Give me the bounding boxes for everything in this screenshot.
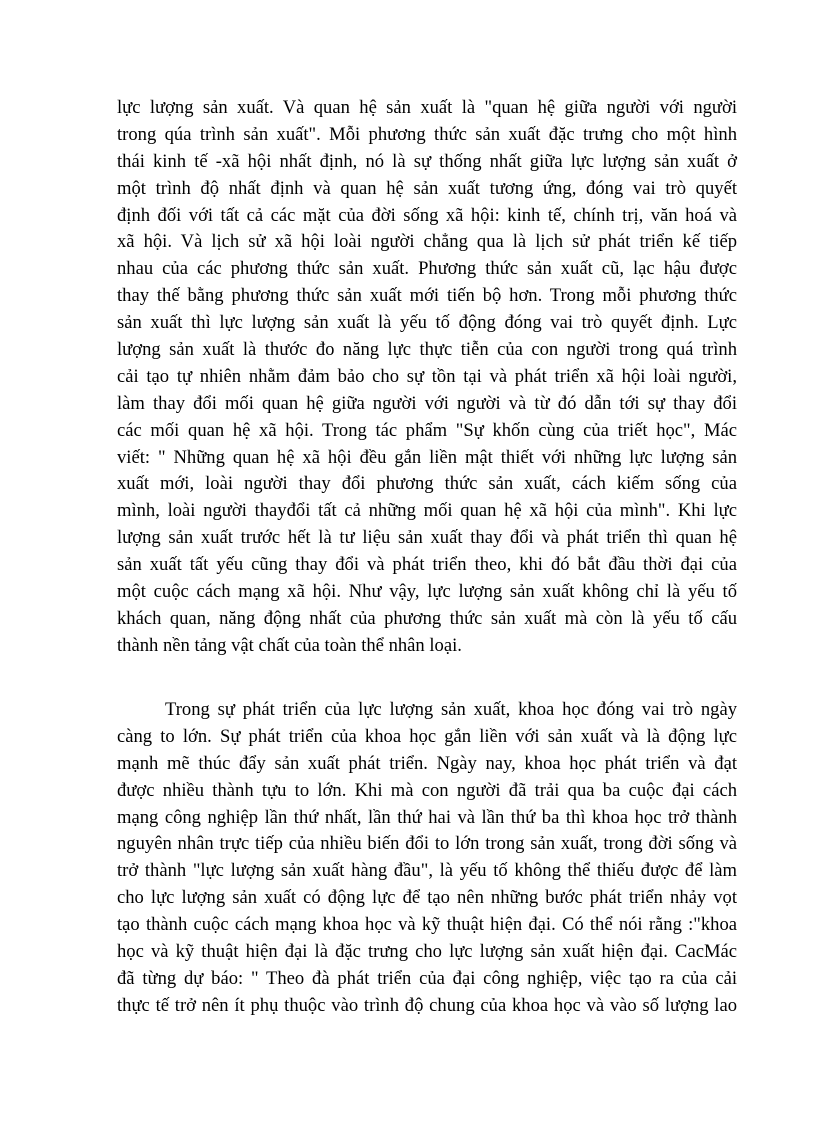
text-line: thái kinh tế -xã hội nhất định, nó là sự thống nhất giữa lực lượng sản xuất ở [117, 150, 737, 172]
text-line: lượng sản xuất trước hết là tư liệu sản xuất thay đổi và phát triển thì quan hệ [117, 527, 737, 549]
text-line: nguyên nhân trực tiếp của nhiều biến đổi to lớn trong sản xuất, trong đời sống và [117, 833, 737, 855]
text-line: trở thành "lực lượng sản xuất hàng đầu", là yếu tố không thể thiếu được để làm [117, 860, 737, 882]
text-line: sản xuất tất yếu cũng thay đổi và phát triển theo, khi đó bắt đầu thời đại của [117, 554, 737, 576]
text-line: trong qúa trình sản xuất". Mỗi phương thức sản xuất đặc trưng cho một hình [117, 123, 737, 145]
paragraph-1 [117, 95, 737, 660]
text-line: tạo thành cuộc cách mạng khoa học và kỹ thuật hiện đại. Có thể nói rằng :"khoa [117, 914, 737, 936]
text-line: xuất mới, loài người thay đổi phương thức sản xuất, cách kiếm sống của [117, 473, 737, 495]
text-line: càng to lớn. Sự phát triển của khoa học gắn liền với sản xuất và là động lực [117, 725, 737, 747]
text-line: cho lực lượng sản xuất có động lực để tạo nên những bước phát triển nhảy vọt [117, 887, 737, 909]
text-line: Trong sự phát triển của lực lượng sản xuất, khoa học đóng vai trò ngày [165, 699, 737, 720]
text-line: khách quan, năng động nhất của phương thức sản xuất mà còn là yếu tố cấu [117, 607, 737, 629]
text-line: lượng sản xuất là thước đo năng lực thực tiễn của con người trong quá trình [117, 339, 737, 361]
paragraph-2 [117, 697, 737, 1020]
text-line: mình, loài người thayđổi tất cả những mối quan hệ xã hội của mình". Khi lực [117, 500, 737, 522]
text-line: định đối với tất cả các mặt của đời sống xã hội: kinh tế, chính trị, văn hoá và [117, 204, 737, 226]
text-line: thành nền tảng vật chất của toàn thể nhân loại. [117, 634, 462, 656]
text-line: các mối quan hệ xã hội. Trong tác phẩm "Sự khốn cùng của triết học", Mác [117, 419, 737, 441]
text-line: mạnh mẽ thúc đẩy sản xuất phát triển. Ngày nay, khoa học phát triển và đạt [117, 752, 737, 774]
text-line: làm thay đổi mối quan hệ giữa người với người và từ đó dẫn tới sự thay đổi [117, 392, 737, 414]
text-line: lực lượng sản xuất. Và quan hệ sản xuất là "quan hệ giữa người với người [117, 97, 737, 118]
text-line: cải tạo tự nhiên nhằm đảm bảo cho sự tồn tại và phát triển xã hội loài người, [117, 365, 737, 387]
text-line: viết: " Những quan hệ xã hội đều gắn liền mật thiết với những lực lượng sản [117, 446, 737, 468]
text-line: mạng công nghiệp lần thứ nhất, lần thứ hai và lần thứ ba thì khoa học trở thành [117, 806, 737, 828]
text-line: xã hội. Và lịch sử xã hội loài người chẳng qua là lịch sử phát triển kế tiếp [117, 231, 737, 253]
text-line: sản xuất thì lực lượng sản xuất là yếu tố động đóng vai trò quyết định. Lực [117, 312, 737, 334]
text-line: đã từng dự báo: " Theo đà phát triển của đại công nghiệp, việc tạo ra của cải [117, 967, 737, 989]
text-line: một cuộc cách mạng xã hội. Như vậy, lực lượng sản xuất không chỉ là yếu tố [117, 581, 737, 603]
text-line: học và kỹ thuật hiện đại là đặc trưng cho lực lượng sản xuất hiện đại. CacMác [117, 941, 737, 963]
text-line: được nhiều thành tựu to lớn. Khi mà con người đã trải qua ba cuộc đại cách [117, 779, 737, 801]
text-line: thay thế bằng phương thức sản xuất mới tiến bộ hơn. Trong mỗi phương thức [117, 285, 737, 307]
text-line: thực tế trở nên ít phụ thuộc vào trình độ chung của khoa học và vào số lượng lao [117, 994, 737, 1016]
text-line: một trình độ nhất định và quan hệ sản xuất tương ứng, đóng vai trò quyết [117, 177, 737, 199]
text-line: nhau của các phương thức sản xuất. Phương thức sản xuất cũ, lạc hậu được [117, 258, 737, 280]
